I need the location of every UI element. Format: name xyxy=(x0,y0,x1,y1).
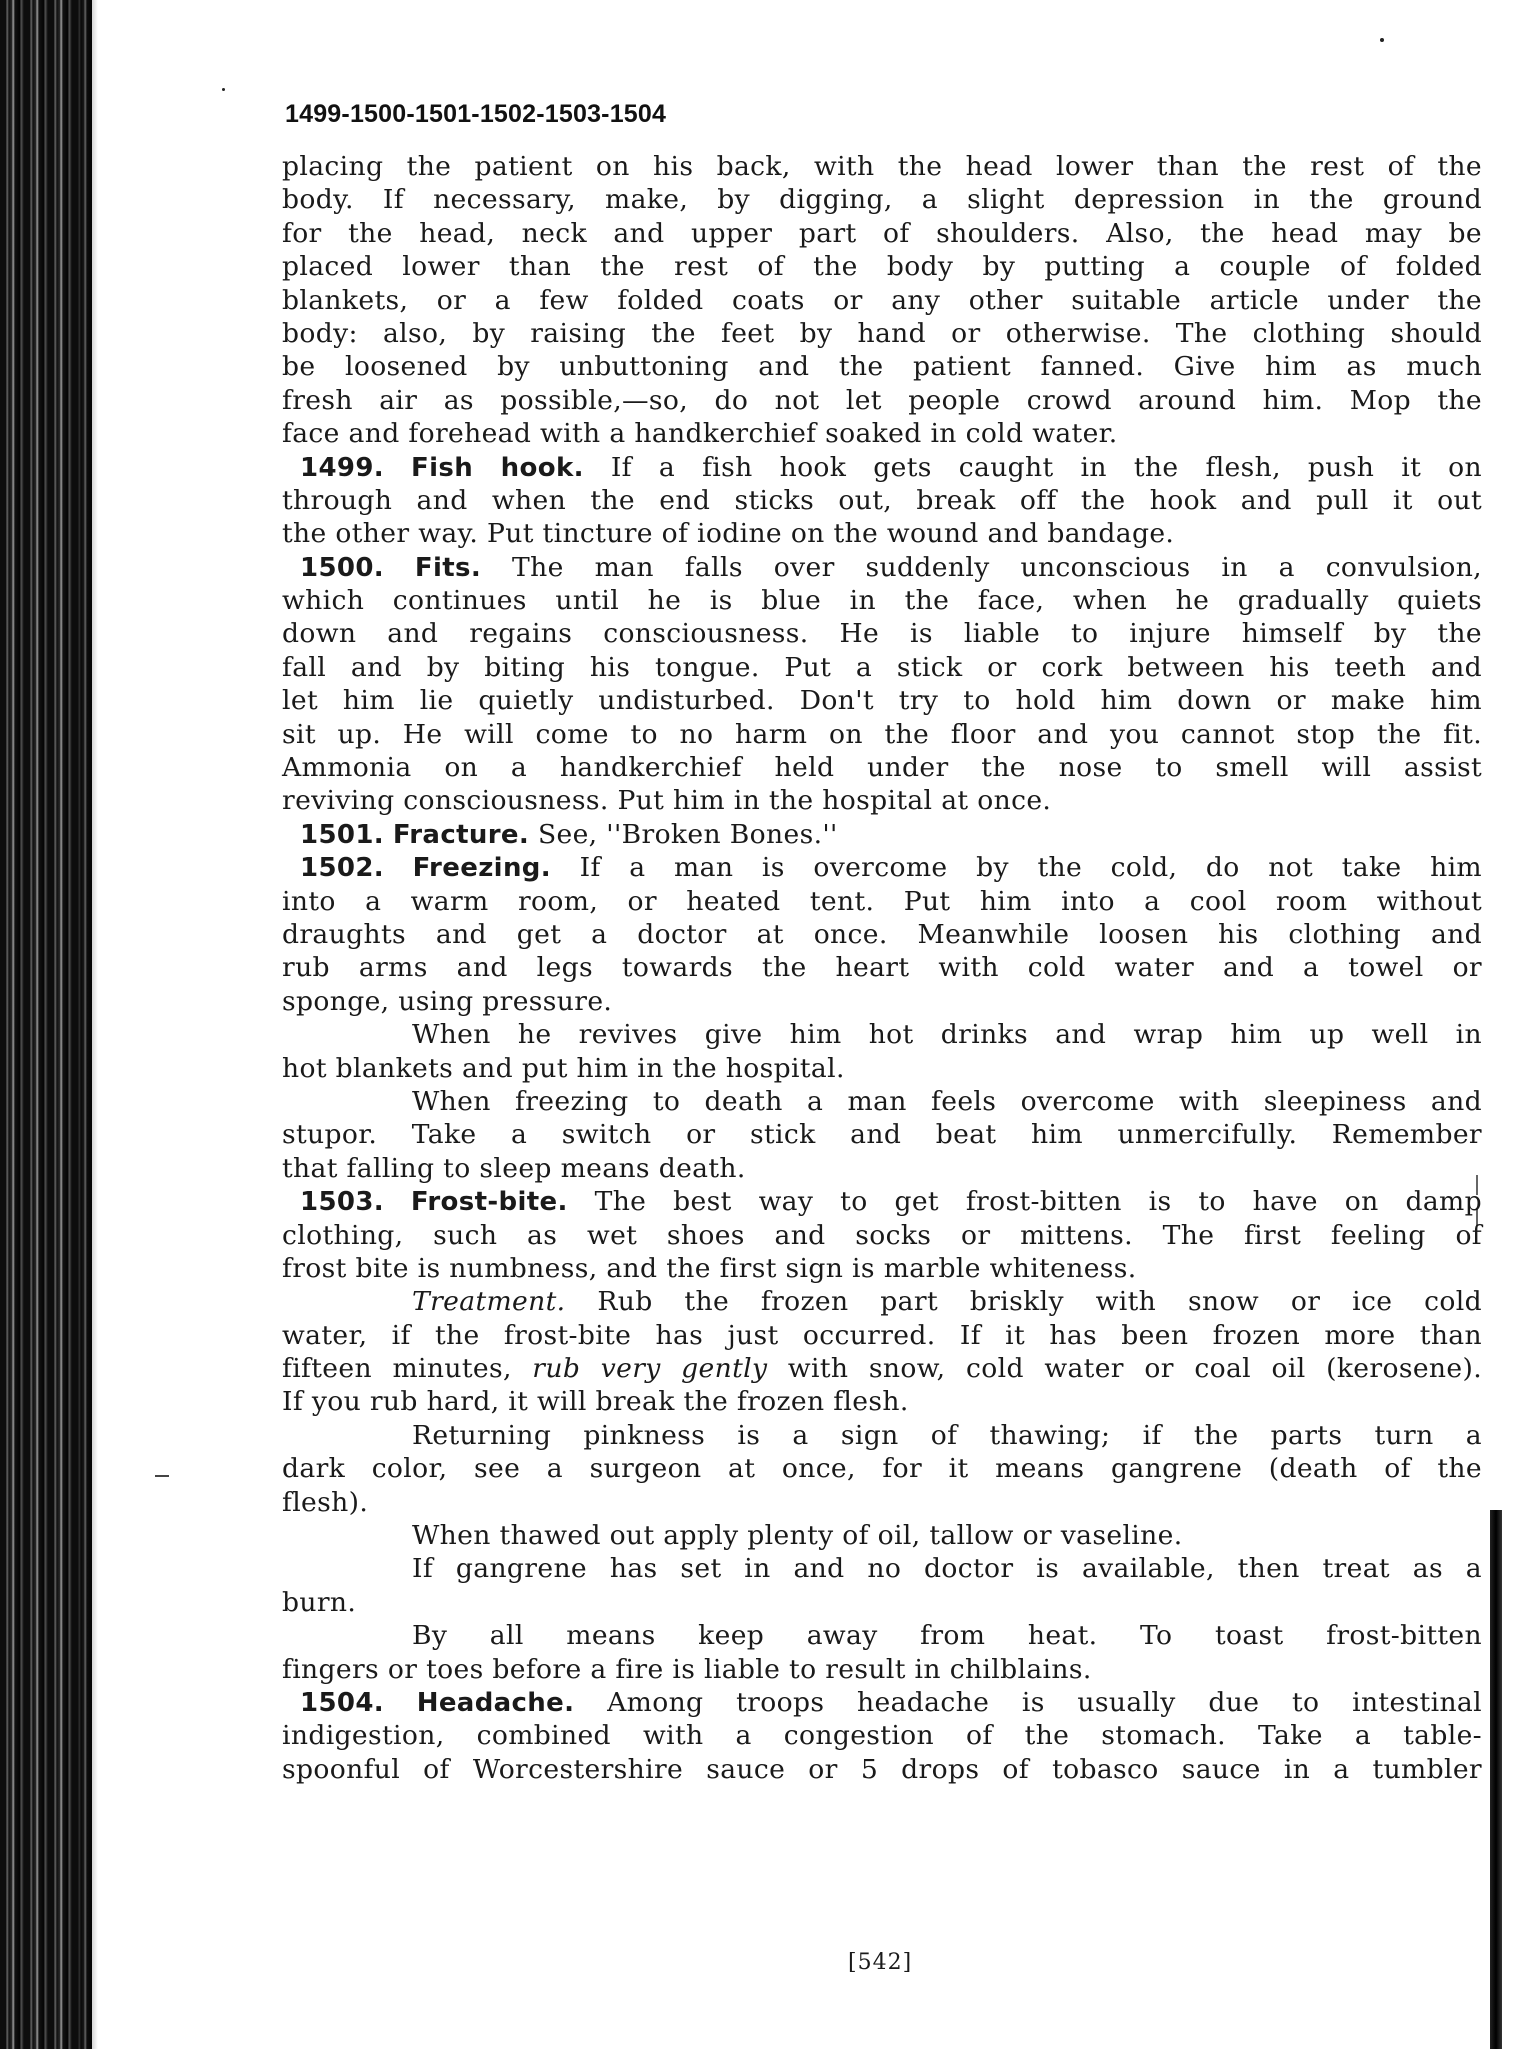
page-body xyxy=(282,150,1482,1786)
entry-line xyxy=(282,1185,1482,1218)
text-line xyxy=(282,1653,1482,1686)
text-line xyxy=(282,1052,1482,1085)
line-text: clothing, such as wet shoes and socks or mittens. The first feeling of xyxy=(282,1219,1482,1251)
text-line xyxy=(282,1219,1482,1252)
line-text: If a man is overcome by the cold, do not take him xyxy=(579,852,1482,884)
line-text: down and regains consciousness. He is liable to injure himself by the xyxy=(282,618,1482,650)
page-header: 1499-1500-1501-1502-1503-1504 xyxy=(285,100,667,128)
line-text: burn. xyxy=(282,1586,357,1618)
line-text: When freezing to death a man feels overcome with sleepiness and xyxy=(412,1085,1482,1117)
text-line xyxy=(282,1586,1482,1619)
line-text: with snow, cold water or coal oil (kerosene). xyxy=(787,1353,1482,1385)
entry-number: 1500. xyxy=(300,552,384,583)
text-line xyxy=(282,684,1482,717)
text-line xyxy=(282,384,1482,417)
speck xyxy=(1380,38,1384,42)
text-line xyxy=(282,718,1482,751)
text-line xyxy=(282,183,1482,216)
text-line xyxy=(282,751,1482,784)
line-text: the other way. Put tincture of iodine on the wound and bandage. xyxy=(282,518,1175,550)
text-line xyxy=(282,350,1482,383)
text-line xyxy=(282,317,1482,350)
text-line xyxy=(282,1452,1482,1485)
line-text: hot blankets and put him in the hospital. xyxy=(282,1052,845,1084)
line-text: sit up. He will come to no harm on the floor and you cannot stop the fit. xyxy=(282,718,1482,750)
entry-number: 1503. xyxy=(300,1187,384,1218)
line-text: placing the patient on his back, with the head lower than the rest of the xyxy=(282,151,1482,182)
text-line xyxy=(282,150,1482,183)
line-text: If you rub hard, it will break the frozen flesh. xyxy=(282,1386,909,1418)
entry-number: 1504. xyxy=(300,1687,384,1718)
line-text: The man falls over suddenly unconscious in a convulsion, xyxy=(512,551,1482,583)
margin-dash xyxy=(155,1475,169,1477)
line-text: When thawed out apply plenty of oil, tallow or vaseline. xyxy=(412,1520,1183,1552)
entry-heading: Freezing. xyxy=(412,853,551,884)
line-text: placed lower than the rest of the body by putting a couple of folded xyxy=(282,251,1482,283)
line-text: that falling to sleep means death. xyxy=(282,1152,746,1184)
line-text: See, ''Broken Bones.'' xyxy=(537,818,838,850)
line-text: through and when the end sticks out, break off the hook and pull it out xyxy=(282,484,1482,516)
line-text: face and forehead with a handkerchief soaked in cold water. xyxy=(282,418,1118,450)
line-text: dark color, see a surgeon at once, for it means gangrene (death of the xyxy=(282,1453,1482,1485)
text-line xyxy=(282,617,1482,650)
line-text: Among troops headache is usually due to intestinal xyxy=(607,1686,1482,1718)
line-text: water, if the frost-bite has just occurred. If it has been frozen more than xyxy=(282,1319,1482,1351)
line-text: which continues until he is blue in the face, when he gradually quiets xyxy=(282,585,1482,617)
page-number: [542] xyxy=(848,1950,913,1975)
text-line xyxy=(282,1419,1482,1452)
line-text: into a warm room, or heated tent. Put him into a cool room without xyxy=(282,885,1482,917)
text-line xyxy=(282,1519,1482,1552)
text-line xyxy=(282,1018,1482,1051)
text-line xyxy=(282,1352,1482,1385)
line-text: fingers or toes before a fire is liable to result in chilblains. xyxy=(282,1653,1092,1685)
text-line xyxy=(282,284,1482,317)
text-line xyxy=(282,951,1482,984)
entry-heading: Fracture. xyxy=(392,819,530,850)
binding-shadow xyxy=(78,0,98,2049)
line-text: spoonful of Worcestershire sauce or 5 drops of tobasco sauce in a tumbler xyxy=(282,1753,1482,1785)
text-line xyxy=(282,1252,1482,1285)
text-line xyxy=(282,584,1482,617)
entry-line xyxy=(282,451,1482,484)
line-text: Ammonia on a handkerchief held under the nose to smell will assist xyxy=(282,752,1482,784)
text-line xyxy=(282,1486,1482,1519)
line-text: blankets, or a few folded coats or any other suitable article under the xyxy=(282,284,1482,316)
text-line xyxy=(282,1152,1482,1185)
entry-number: 1501. xyxy=(300,819,384,850)
line-text: draughts and get a doctor at once. Meanwhile loosen his clothing and xyxy=(282,918,1482,950)
speck xyxy=(222,88,225,91)
line-text: The best way to get frost-bitten is to have on damp xyxy=(594,1186,1482,1218)
text-line xyxy=(282,1118,1482,1151)
page-edge-shadow xyxy=(1490,1510,1502,2049)
text-line xyxy=(282,250,1482,283)
line-text: Returning pinkness is a sign of thawing; if the parts turn a xyxy=(412,1419,1482,1451)
entry-line xyxy=(282,851,1482,884)
text-line xyxy=(282,1385,1482,1418)
text-line xyxy=(282,217,1482,250)
text-line xyxy=(282,651,1482,684)
entry-line xyxy=(282,818,1482,851)
line-text: sponge, using pressure. xyxy=(282,985,613,1017)
italic-phrase: rub very gently xyxy=(532,1353,768,1385)
text-line xyxy=(282,985,1482,1018)
text-line xyxy=(282,484,1482,517)
line-text: body. If necessary, make, by digging, a slight depression in the ground xyxy=(282,184,1482,216)
line-text: If gangrene has set in and no doctor is available, then treat as a xyxy=(412,1553,1482,1585)
line-text: When he revives give him hot drinks and wrap him up well in xyxy=(412,1019,1482,1051)
text-line xyxy=(282,1552,1482,1585)
entry-line xyxy=(282,1686,1482,1719)
line-text: let him lie quietly undisturbed. Don't try to hold him down or make him xyxy=(282,685,1482,717)
line-text: rub arms and legs towards the heart with cold water and a towel or xyxy=(282,952,1482,984)
line-text: body: also, by raising the feet by hand or otherwise. The clothing should xyxy=(282,317,1482,349)
line-text: fall and by biting his tongue. Put a stick or cork between his teeth and xyxy=(282,651,1482,683)
text-line xyxy=(282,784,1482,817)
entry-line xyxy=(282,551,1482,584)
line-text: be loosened by unbuttoning and the patient fanned. Give him as much xyxy=(282,351,1482,383)
line-text: flesh). xyxy=(282,1486,369,1518)
line-text: reviving consciousness. Put him in the hospital at once. xyxy=(282,785,1052,817)
text-line xyxy=(282,918,1482,951)
line-text: stupor. Take a switch or stick and beat him unmercifully. Remember xyxy=(282,1119,1482,1151)
entry-heading: Frost-bite. xyxy=(410,1187,568,1218)
text-line xyxy=(282,1319,1482,1352)
text-line xyxy=(282,417,1482,450)
text-line xyxy=(282,1619,1482,1652)
entry-heading: Fits. xyxy=(414,552,482,583)
italic-phrase: Treatment. xyxy=(412,1286,566,1318)
entry-heading: Headache. xyxy=(416,1687,575,1718)
text-line xyxy=(282,1719,1482,1752)
entry-number: 1499. xyxy=(300,452,384,483)
text-line xyxy=(282,517,1482,550)
line-text: Rub the frozen part briskly with snow or ice cold xyxy=(597,1286,1483,1318)
line-text: By all means keep away from heat. To toast frost-bitten xyxy=(412,1620,1482,1652)
text-line xyxy=(282,1085,1482,1118)
line-text: for the head, neck and upper part of shoulders. Also, the head may be xyxy=(282,217,1482,249)
text-line xyxy=(282,1285,1482,1318)
text-line xyxy=(282,1753,1482,1786)
line-text: frost bite is numbness, and the first sign is marble whiteness. xyxy=(282,1252,1137,1284)
entry-heading: Fish hook. xyxy=(411,452,584,483)
line-text: If a fish hook gets caught in the flesh, push it on xyxy=(610,451,1482,483)
text-fragment: fifteen minutes, xyxy=(282,1353,512,1385)
line-text: indigestion, combined with a congestion of the stomach. Take a table- xyxy=(282,1720,1482,1752)
entry-number: 1502. xyxy=(300,853,384,884)
line-text: fresh air as possible,—so, do not let people crowd around him. Mop the xyxy=(282,384,1482,416)
text-line xyxy=(282,885,1482,918)
